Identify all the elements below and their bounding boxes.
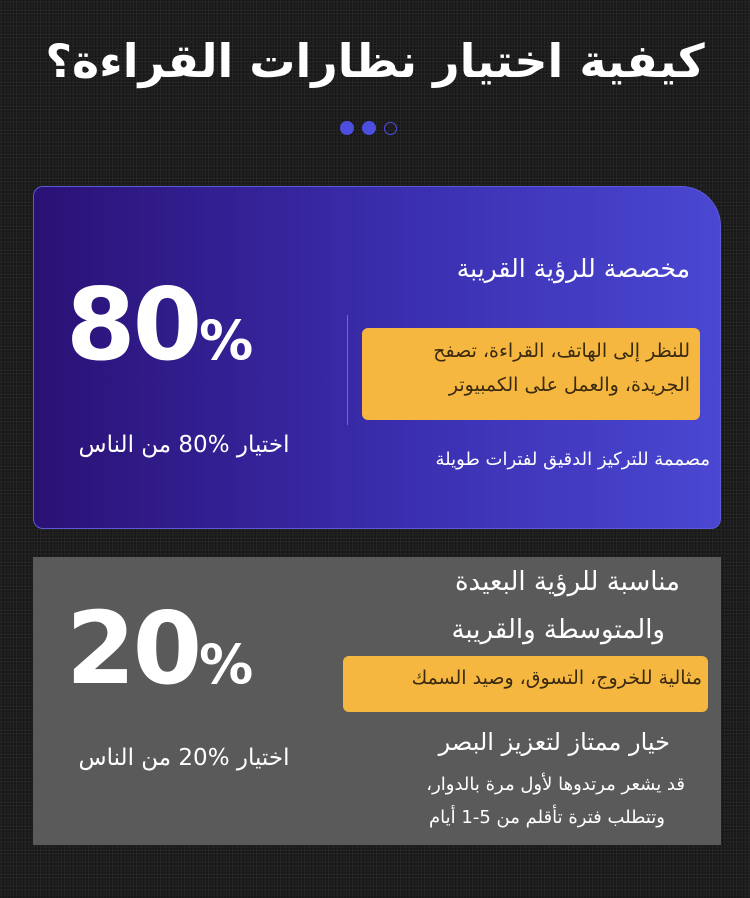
box-line-2: الجريدة، والعمل على الكمبيوتر (448, 374, 690, 396)
pagination-dot-2[interactable] (362, 121, 376, 135)
multifocal-note-line-2: وتتطلب فترة تأقلم من 5-1 أيام (429, 807, 665, 828)
pagination-dot-3[interactable] (384, 122, 397, 135)
percent-20 (66, 590, 253, 707)
pagination-dot-1[interactable] (340, 121, 354, 135)
divider-line (347, 315, 348, 425)
near-vision-heading: مخصصة للرؤية القريبة (456, 254, 690, 283)
percent-number: 20 (66, 590, 200, 707)
multifocal-uses-box: مثالية للخروج، التسوق، وصيد السمك (343, 656, 708, 712)
percent-number: 80 (66, 266, 200, 383)
percent-sign: % (199, 309, 254, 372)
percent-80 (66, 266, 253, 383)
multifocal-heading-line-2: والمتوسطة والقريبة (451, 615, 665, 645)
page-title: كيفية اختيار نظارات القراءة؟ (45, 34, 705, 88)
near-vision-note: مصممة للتركيز الدقيق لفترات طويلة (435, 449, 710, 470)
multifocal-heading-line-1: مناسبة للرؤية البعيدة (454, 567, 680, 597)
pagination-dots (340, 121, 397, 135)
multifocal-note-line-1: قد يشعر مرتدوها لأول مرة بالدوار، (426, 774, 685, 795)
percent-sign: % (199, 633, 254, 696)
box-line-1: للنظر إلى الهاتف، القراءة، تصفح (433, 340, 690, 362)
multifocal-subheading: خيار ممتاز لتعزيز البصر (438, 728, 670, 756)
near-vision-uses-box (362, 328, 700, 420)
choice-text-20: اختيار %20 من الناس (78, 745, 290, 771)
choice-text-80: اختيار %80 من الناس (78, 432, 290, 458)
